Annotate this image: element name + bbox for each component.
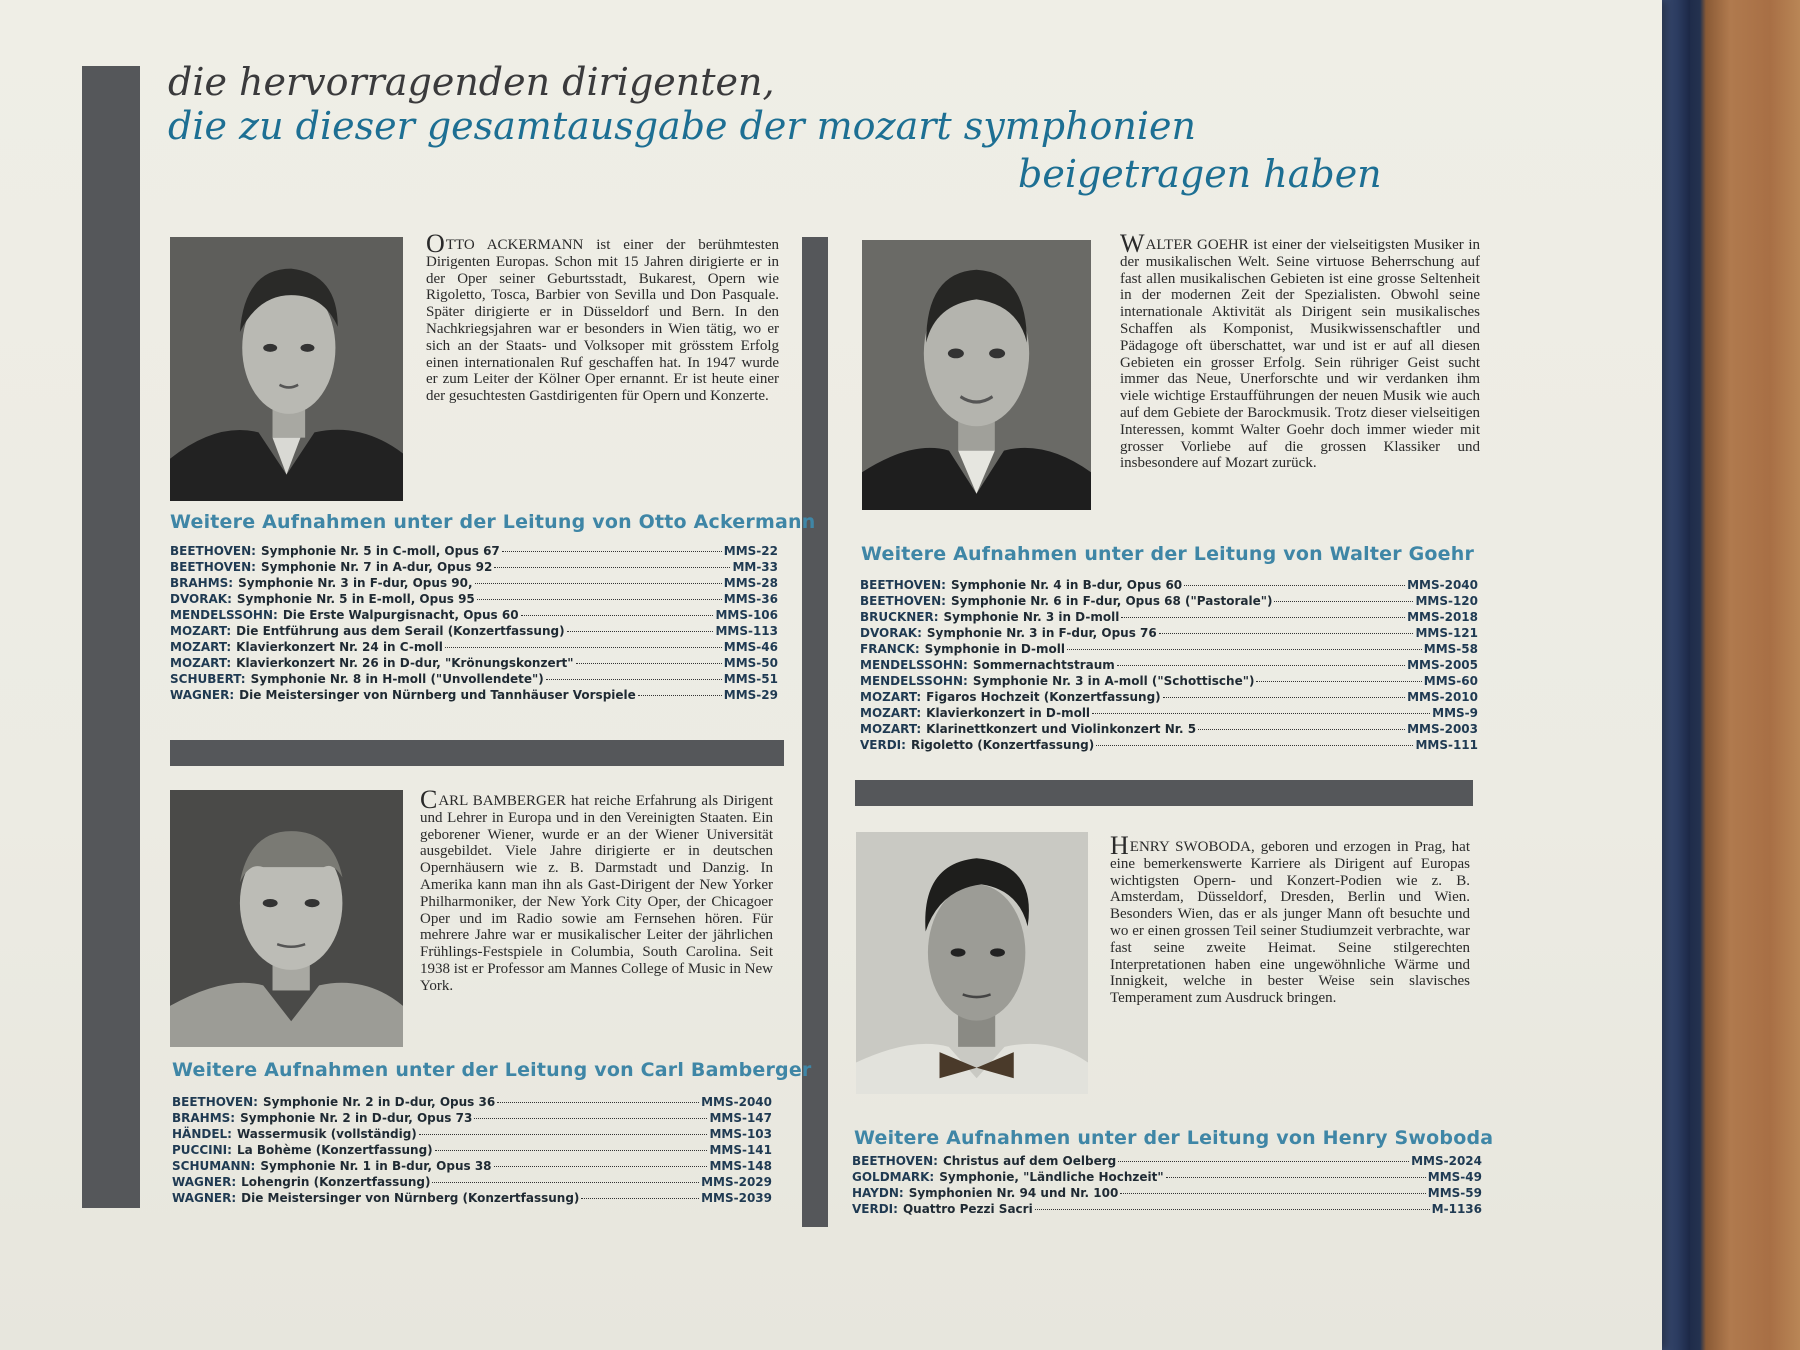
dot-leader <box>494 1166 708 1167</box>
record-entry <box>860 657 1478 673</box>
dot-leader <box>494 567 730 568</box>
record-entry <box>860 625 1478 641</box>
dot-leader <box>1092 713 1430 714</box>
left-section-divider <box>170 740 784 766</box>
record-composer: BRAHMS: <box>170 576 234 590</box>
ackermann-biography <box>426 229 779 405</box>
headline-line-2: die zu dieser gesamtausgabe der mozart symphonien <box>168 104 1197 148</box>
swoboda-biography <box>1110 831 1470 1007</box>
record-title: Symphonie Nr. 6 in F-dur, Opus 68 ("Pastorale") <box>950 594 1273 608</box>
bio-drop-cap: O <box>426 229 445 258</box>
record-entry <box>860 705 1478 721</box>
record-catalog-number: MMS-60 <box>1423 674 1478 688</box>
right-section-divider <box>855 780 1473 806</box>
dot-leader <box>1198 729 1405 730</box>
record-composer: WAGNER: <box>170 688 235 702</box>
bamberger-portrait-photo <box>170 790 403 1047</box>
record-composer: HAYDN: <box>852 1186 904 1200</box>
record-catalog-number: MMS-46 <box>723 640 778 654</box>
record-composer: MOZART: <box>860 706 922 720</box>
record-title: Klarinettkonzert und Violinkonzert Nr. 5 <box>926 722 1197 736</box>
dot-leader <box>1166 1177 1426 1178</box>
record-composer: MOZART: <box>170 640 232 654</box>
dot-leader <box>1256 681 1421 682</box>
dot-leader <box>474 1118 707 1119</box>
record-title: Symphonie Nr. 3 in A-moll ("Schottische") <box>972 674 1255 688</box>
record-title: Rigoletto (Konzertfassung) <box>910 738 1095 752</box>
record-composer: BRUCKNER: <box>860 610 939 624</box>
record-entry <box>170 543 778 559</box>
record-entry <box>170 623 778 639</box>
record-entry <box>170 671 778 687</box>
record-composer: BEETHOVEN: <box>852 1154 938 1168</box>
swoboda-recordings-list <box>852 1153 1482 1217</box>
record-catalog-number: MMS-2018 <box>1407 610 1478 624</box>
dot-leader <box>1120 1193 1425 1194</box>
record-title: Sommernachtstraum <box>972 658 1115 672</box>
record-catalog-number: MMS-147 <box>709 1111 772 1125</box>
record-catalog-number: MM-33 <box>732 560 778 574</box>
dot-leader <box>521 615 714 616</box>
record-title: Figaros Hochzeit (Konzertfassung) <box>926 690 1161 704</box>
record-title: Symphonie Nr. 3 in D-moll <box>943 610 1120 624</box>
bamberger-recordings-list <box>172 1094 772 1206</box>
record-title: Klavierkonzert Nr. 24 in C-moll <box>236 640 443 654</box>
record-title: Die Meistersinger von Nürnberg (Konzertfassung) <box>241 1191 580 1205</box>
record-title: Symphonie Nr. 2 in D-dur, Opus 36 <box>262 1095 496 1109</box>
record-title: Klavierkonzert Nr. 26 in D-dur, "Krönungskonzert" <box>236 656 574 670</box>
record-composer: DVORAK: <box>170 592 232 606</box>
record-title: Die Erste Walpurgisnacht, Opus 60 <box>282 608 519 622</box>
record-catalog-number: MMS-50 <box>723 656 778 670</box>
dot-leader <box>497 1102 699 1103</box>
record-entry <box>170 591 778 607</box>
dot-leader <box>1035 1209 1430 1210</box>
dot-leader <box>475 583 722 584</box>
record-composer: PUCCINI: <box>172 1143 232 1157</box>
record-catalog-number: MMS-22 <box>723 544 778 558</box>
record-title: Symphonie Nr. 1 in B-dur, Opus 38 <box>260 1159 492 1173</box>
record-catalog-number: MMS-103 <box>709 1127 772 1141</box>
dot-leader <box>581 1198 699 1199</box>
record-catalog-number: MMS-29 <box>723 688 778 702</box>
swoboda-portrait-photo <box>856 832 1088 1094</box>
record-entry <box>852 1169 1482 1185</box>
dot-leader <box>638 695 722 696</box>
record-title: Symphonie, "Ländliche Hochzeit" <box>939 1170 1164 1184</box>
wooden-background <box>1690 0 1800 1350</box>
record-composer: DVORAK: <box>860 626 922 640</box>
record-catalog-number: MMS-113 <box>715 624 778 638</box>
record-entry <box>170 655 778 671</box>
goehr-biography <box>1120 229 1480 472</box>
record-composer: SCHUBERT: <box>170 672 246 686</box>
record-catalog-number: MMS-120 <box>1415 594 1478 608</box>
record-title: Quattro Pezzi Sacri <box>902 1202 1033 1216</box>
record-title: Symphonie Nr. 8 in H-moll ("Unvollendete") <box>250 672 544 686</box>
headline-line-3: beigetragen haben <box>1018 152 1382 196</box>
record-entry <box>860 641 1478 657</box>
record-title: Die Meistersinger von Nürnberg und Tannhäuser Vorspiele <box>239 688 636 702</box>
record-entry <box>172 1174 772 1190</box>
bio-text: ENRY SWOBODA, geboren und erzogen in Prag, hat eine bemerkenswerte Karriere als Dirigent auf Europas wichtigsten Opern- und Konzert-Podien wie z. B. Amsterdam, Düsseldorf, Dresden, Berlin und Wien. Besonders Wien, das er als junger Mann oft besuchte und wo er einen grossen Teil seiner Studiumzeit verbrachte, war fast seine zweite Heimat. Seine stilgerechten Interpretationen haben eine ungewöhnliche Wärme und Innigkeit, welche in bester Weise sein slavisches Temperament zum Ausdruck bringen. <box>1110 839 1470 1007</box>
bio-text: ARL BAMBERGER hat reiche Erfahrung als Dirigent und Lehrer in Europa und in den Vereinigten Staaten. Ein geborener Wiener, wurde er an der Wiener Universität ausgebildet. Viele Jahre dirigierte er in deutschen Opernhäusern wie z. B. Darmstadt und Danzig. In Amerika kann man ihn als Gast-Dirigent der New Yorker Philharmoniker, der New York City Oper, der Chicagoer Oper und im Radio sowie am Fernsehen hören. Für mehrere Jahre war er musikalischer Leiter der jährlichen Frühlings-Festspiele in Columbia, South Carolina. Seit 1938 ist er Professor am Mannes College of Music in New York. <box>420 793 773 994</box>
bio-drop-cap: H <box>1110 831 1129 860</box>
bamberger-biography <box>420 785 773 995</box>
record-catalog-number: MMS-2024 <box>1411 1154 1482 1168</box>
record-composer: BEETHOVEN: <box>860 594 946 608</box>
record-entry <box>170 687 778 703</box>
record-title: Symphonie Nr. 5 in C-moll, Opus 67 <box>260 544 500 558</box>
swoboda-recordings-heading: Weitere Aufnahmen unter der Leitung von Henry Swoboda <box>854 1127 1494 1149</box>
record-catalog-number: MMS-2029 <box>701 1175 772 1189</box>
record-catalog-number: MMS-2010 <box>1407 690 1478 704</box>
bio-drop-cap: C <box>420 785 438 814</box>
record-composer: MOZART: <box>860 722 922 736</box>
dot-leader <box>1163 697 1405 698</box>
ackermann-portrait-photo <box>170 237 403 501</box>
record-entry <box>172 1126 772 1142</box>
record-catalog-number: MMS-28 <box>723 576 778 590</box>
record-composer: MOZART: <box>170 624 232 638</box>
record-title: Symphonie Nr. 7 in A-dur, Opus 92 <box>260 560 493 574</box>
record-composer: WAGNER: <box>172 1175 237 1189</box>
record-entry <box>860 673 1478 689</box>
record-entry <box>860 689 1478 705</box>
dot-leader <box>1274 601 1413 602</box>
record-composer: VERDI: <box>852 1202 898 1216</box>
record-catalog-number: MMS-49 <box>1427 1170 1482 1184</box>
record-composer: GOLDMARK: <box>852 1170 935 1184</box>
left-vertical-bar <box>82 66 140 1208</box>
record-title: Symphonie Nr. 5 in E-moll, Opus 95 <box>236 592 475 606</box>
record-catalog-number: MMS-58 <box>1423 642 1478 656</box>
record-composer: MOZART: <box>860 690 922 704</box>
record-entry <box>860 593 1478 609</box>
record-composer: MENDELSSOHN: <box>860 674 968 688</box>
record-catalog-number: MMS-59 <box>1427 1186 1482 1200</box>
record-title: Christus auf dem Oelberg <box>942 1154 1117 1168</box>
portrait-silhouette-icon <box>856 832 1088 1094</box>
bio-drop-cap: W <box>1120 229 1145 258</box>
record-catalog-number: MMS-2039 <box>701 1191 772 1205</box>
record-entry <box>172 1190 772 1206</box>
dot-leader <box>567 631 714 632</box>
dot-leader <box>502 551 722 552</box>
record-entry <box>170 575 778 591</box>
record-composer: MENDELSSOHN: <box>170 608 278 622</box>
record-entry <box>170 559 778 575</box>
record-title: Symphonie Nr. 4 in B-dur, Opus 60 <box>950 578 1183 592</box>
record-entry <box>172 1094 772 1110</box>
record-title: Klavierkonzert in D-moll <box>926 706 1091 720</box>
dot-leader <box>1121 617 1405 618</box>
bio-text: TTO ACKERMANN ist einer der berühmtesten Dirigenten Europas. Schon mit 15 Jahren dirigierte er in der Oper seiner Geburtsstadt, Bukarest, Opern wie Rigoletto, Tosca, Barbier von Sevilla und Don Pasquale. Später dirigierte er in Düsseldorf und Bern. In den Nachkriegsjahren war er besonders in Wien tätig, wo er sich an der Staats- und Volksoper mit grösstem Erfolg einen internationalen Ruf geschaffen hat. In 1947 wurde er zum Leiter der Kölner Oper ernannt. Er ist heute einer der gesuchtesten Gastdirigenten für Opern und Konzerte. <box>426 237 779 405</box>
record-title: Symphonie in D-moll <box>924 642 1065 656</box>
record-catalog-number: MMS-9 <box>1432 706 1478 720</box>
dot-leader <box>546 679 722 680</box>
portrait-silhouette-icon <box>170 790 403 1047</box>
goehr-recordings-heading: Weitere Aufnahmen unter der Leitung von Walter Goehr <box>861 543 1475 565</box>
dot-leader <box>1184 585 1405 586</box>
record-entry <box>852 1185 1482 1201</box>
record-entry <box>860 737 1478 753</box>
record-title: Die Entführung aus dem Serail (Konzertfassung) <box>236 624 565 638</box>
ackermann-recordings-heading: Weitere Aufnahmen unter der Leitung von Otto Ackermann <box>170 511 816 533</box>
dot-leader <box>1117 665 1405 666</box>
record-catalog-number: MMS-106 <box>715 608 778 622</box>
record-catalog-number: MMS-2003 <box>1407 722 1478 736</box>
dot-leader <box>419 1134 708 1135</box>
record-catalog-number: MMS-141 <box>709 1143 772 1157</box>
portrait-silhouette-icon <box>862 240 1091 510</box>
record-catalog-number: MMS-2005 <box>1407 658 1478 672</box>
record-catalog-number: M-1136 <box>1431 1202 1482 1216</box>
record-title: Symphonie Nr. 3 in F-dur, Opus 76 <box>926 626 1157 640</box>
record-composer: BEETHOVEN: <box>172 1095 258 1109</box>
record-entry <box>172 1158 772 1174</box>
record-title: Symphonie Nr. 3 in F-dur, Opus 90, <box>238 576 473 590</box>
dot-leader <box>1067 649 1422 650</box>
record-composer: BEETHOVEN: <box>170 560 256 574</box>
record-composer: BEETHOVEN: <box>860 578 946 592</box>
headline-line-1: die hervorragenden dirigenten, <box>168 60 775 104</box>
goehr-recordings-list <box>860 577 1478 753</box>
record-catalog-number: MMS-2040 <box>1407 578 1478 592</box>
record-entry <box>852 1153 1482 1169</box>
dot-leader <box>435 1150 708 1151</box>
record-entry <box>172 1142 772 1158</box>
record-composer: FRANCK: <box>860 642 920 656</box>
record-composer: SCHUMANN: <box>172 1159 256 1173</box>
record-entry <box>170 639 778 655</box>
record-catalog-number: MMS-148 <box>709 1159 772 1173</box>
dot-leader <box>477 599 722 600</box>
record-composer: BEETHOVEN: <box>170 544 256 558</box>
record-catalog-number: MMS-121 <box>1415 626 1478 640</box>
bio-text: ALTER GOEHR ist einer der vielseitigsten Musiker in der musikalischen Welt. Seine virtuose Beherrschung auf fast allen musikalischen Gebieten ist eine grosse Seltenheit in der modernen Zeit der Spezialisten. Obwohl seine internationale Aktivität als Dirigent sein musikalisches Schaffen als Komponist, Musikwissenschaftler und Pädagoge oft überschattet, war und ist er auf all diesen Gebieten ein grosser Erfolg. Sein rühriger Geist sucht immer das Neue, Unerforschte und wir verdanken ihm viele wichtige Erstaufführungen der neuen Musik wie auch auf dem Gebiete der Barockmusik. Trotz dieser vielseitigen Interessen, kommt Walter Goehr doch immer wieder mit grosser Vorliebe auf die grossen Klassiker und insbesondere auf Mozart zurück. <box>1120 237 1480 472</box>
record-catalog-number: MMS-51 <box>723 672 778 686</box>
record-composer: MOZART: <box>170 656 232 670</box>
record-title: Lohengrin (Konzertfassung) <box>241 1175 431 1189</box>
record-entry <box>860 609 1478 625</box>
record-catalog-number: MMS-2040 <box>701 1095 772 1109</box>
goehr-portrait-photo <box>862 240 1091 510</box>
dot-leader <box>1096 745 1413 746</box>
record-catalog-number: MMS-111 <box>1415 738 1478 752</box>
record-title: Symphonien Nr. 94 und Nr. 100 <box>908 1186 1119 1200</box>
record-catalog-number: MMS-36 <box>723 592 778 606</box>
record-composer: HÄNDEL: <box>172 1127 232 1141</box>
record-composer: MENDELSSOHN: <box>860 658 968 672</box>
record-entry <box>860 577 1478 593</box>
record-composer: WAGNER: <box>172 1191 237 1205</box>
record-entry <box>852 1201 1482 1217</box>
record-entry <box>172 1110 772 1126</box>
record-title: La Bohème (Konzertfassung) <box>236 1143 433 1157</box>
record-composer: VERDI: <box>860 738 906 752</box>
dot-leader <box>1159 633 1414 634</box>
ackermann-recordings-list <box>170 543 778 703</box>
bamberger-recordings-heading: Weitere Aufnahmen unter der Leitung von Carl Bamberger <box>172 1059 812 1081</box>
dot-leader <box>1118 1161 1409 1162</box>
record-entry <box>860 721 1478 737</box>
record-title: Symphonie Nr. 2 in D-dur, Opus 73 <box>240 1111 473 1125</box>
dot-leader <box>445 647 722 648</box>
album-spine <box>1662 0 1690 1350</box>
dot-leader <box>432 1182 699 1183</box>
dot-leader <box>576 663 722 664</box>
record-entry <box>170 607 778 623</box>
record-composer: BRAHMS: <box>172 1111 236 1125</box>
portrait-silhouette-icon <box>170 237 403 501</box>
record-title: Wassermusik (vollständig) <box>236 1127 417 1141</box>
